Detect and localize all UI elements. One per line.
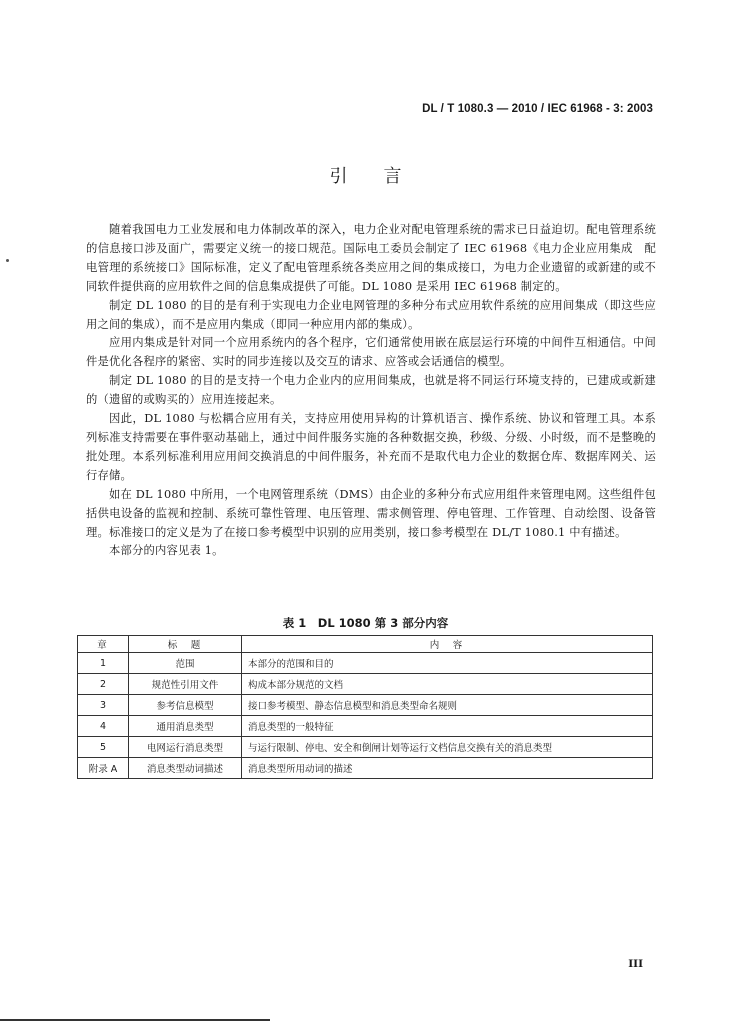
header-content: 内 容 xyxy=(242,636,653,653)
cell-content: 本部分的范围和目的 xyxy=(242,653,653,674)
paragraph-3: 应用内集成是针对同一个应用系统内的各个程序，它们通常使用嵌在底层运行环境的中间件互相通信。中间件是优化各程序的紧密、实时的同步连接以及交互的请求、应答或会话通信的模型。 xyxy=(86,336,656,369)
paragraph-1: 随着我国电力工业发展和电力体制改革的深入，电力企业对配电管理系统的需求已日益迫切。配电管理系统的信息接口涉及面广，需要定义统一的接口规范。国际电工委员会制定了 IEC 61968《电力企业应用集成 配电管理的系统接口》国际标准，定义了配电管理系统各类应用之间的集成接口，为电力企业遗留的或新建的或不同软件提供商的应用软件之间的信息集成提供了可能。DL 1080 是采用 IEC 61968 制定的。 xyxy=(86,223,656,293)
paragraph-7: 本部分的内容见表 1。 xyxy=(109,544,224,558)
cell-title: 规范性引用文件 xyxy=(129,674,242,695)
cell-title: 消息类型动词描述 xyxy=(129,758,242,779)
paragraph-6: 如在 DL 1080 中所用，一个电网管理系统（DMS）由企业的多种分布式应用组件来管理电网。这些组件包括供电设备的监视和控制、系统可靠性管理、电压管理、需求侧管理、停电管理、工作管理、自动绘图、设备管理。标准接口的定义是为了在接口参考模型中识别的应用类别，接口参考模型在 DL/T 1080.1 中有描述。 xyxy=(86,487,656,539)
paragraph-4: 制定 DL 1080 的目的是支持一个电力企业内的应用间集成，也就是将不同运行环境支持的，已建成或新建的（遗留的或购买的）应用连接起来。 xyxy=(86,374,656,407)
cell-content: 消息类型的一般特征 xyxy=(242,716,653,737)
cell-chapter: 2 xyxy=(78,674,129,695)
cell-content: 构成本部分规范的文档 xyxy=(242,674,653,695)
cell-title: 电网运行消息类型 xyxy=(129,737,242,758)
cell-content: 消息类型所用动词的描述 xyxy=(242,758,653,779)
cell-chapter: 3 xyxy=(78,695,129,716)
table-row xyxy=(78,716,653,737)
page-number: III xyxy=(628,958,643,970)
cell-chapter: 1 xyxy=(78,653,129,674)
scan-speck xyxy=(6,259,9,262)
contents-table xyxy=(77,635,653,779)
introduction-body xyxy=(86,221,656,561)
cell-chapter: 4 xyxy=(78,716,129,737)
bottom-rule xyxy=(0,1019,270,1021)
table-row xyxy=(78,737,653,758)
table-row xyxy=(78,653,653,674)
standard-header: DL / T 1080.3 — 2010 / IEC 61968 - 3: 2003 xyxy=(422,103,653,115)
page-title: 引言 xyxy=(329,166,438,187)
cell-chapter: 附录 A xyxy=(78,758,129,779)
table-caption: 表 1 DL 1080 第 3 部分内容 xyxy=(282,616,449,630)
cell-content: 与运行限制、停电、安全和倒闸计划等运行文档信息交换有关的消息类型 xyxy=(242,737,653,758)
cell-title: 范围 xyxy=(129,653,242,674)
paragraph-2: 制定 DL 1080 的目的是有利于实现电力企业电网管理的多种分布式应用软件系统的应用间集成（即这些应用之间的集成），而不是应用内集成（即同一种应用内部的集成）。 xyxy=(86,298,656,331)
header-title: 标 题 xyxy=(129,636,242,653)
paragraph-5: 因此，DL 1080 与松耦合应用有关，支持应用使用异构的计算机语言、操作系统、协议和管理工具。本系列标准支持需要在事件驱动基础上，通过中间件服务实施的各种数据交换，秒级、分级、小时级，而不是整晚的批处理。本系列标准利用应用间交换消息的中间件服务，补充而不是取代电力企业的数据仓库、数据库网关、运行存储。 xyxy=(86,412,656,482)
table-header-row xyxy=(78,636,653,653)
header-chapter: 章 xyxy=(78,636,129,653)
cell-content: 接口参考模型、静态信息模型和消息类型命名规则 xyxy=(242,695,653,716)
table-row xyxy=(78,695,653,716)
cell-title: 通用消息类型 xyxy=(129,716,242,737)
table-row xyxy=(78,758,653,779)
cell-chapter: 5 xyxy=(78,737,129,758)
table-row xyxy=(78,674,653,695)
cell-title: 参考信息模型 xyxy=(129,695,242,716)
